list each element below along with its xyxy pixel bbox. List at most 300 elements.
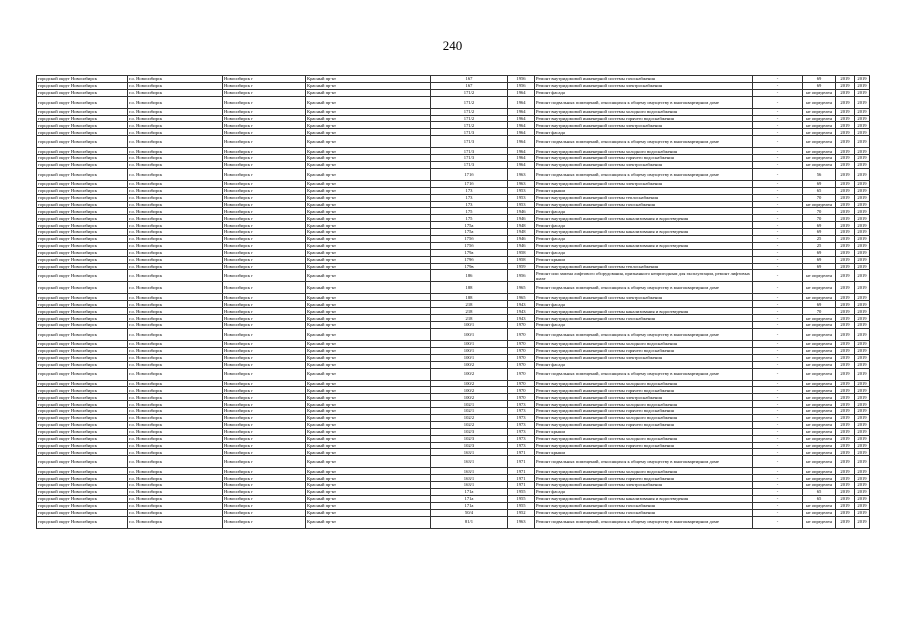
cell-reg-num: не определен <box>803 456 836 468</box>
cell-reg-num: 69 <box>803 263 836 270</box>
cell-locality: Новосибирск г <box>223 301 306 308</box>
cell-municipality: г.о. Новосибирск <box>128 414 223 421</box>
cell-dash: - <box>753 401 803 408</box>
cell-locality: Новосибирск г <box>223 89 306 96</box>
cell-reg-num: не определен <box>803 421 836 428</box>
cell-municipality: г.о. Новосибирск <box>128 96 223 108</box>
cell-street: Красный пр-кт <box>306 502 431 509</box>
cell-year-from: 2019 <box>836 194 855 201</box>
cell-municipality: г.о. Новосибирск <box>128 215 223 222</box>
table-row <box>37 456 870 468</box>
cell-street: Красный пр-кт <box>306 168 431 180</box>
table-row <box>37 408 870 415</box>
cell-work-type: Ремонт внутридомовой инженерной системы холодного водоснабжения <box>535 468 753 475</box>
cell-locality: Новосибирск г <box>223 96 306 108</box>
table-row <box>37 401 870 408</box>
cell-municipality: г.о. Новосибирск <box>128 340 223 347</box>
cell-year-to: 2019 <box>855 408 870 415</box>
cell-dash: - <box>753 488 803 495</box>
cell-district: городской округ Новосибирск <box>37 168 128 180</box>
cell-year: 1964 <box>508 162 535 169</box>
cell-house: 171/2 <box>431 96 508 108</box>
cell-municipality: г.о. Новосибирск <box>128 408 223 415</box>
cell-locality: Новосибирск г <box>223 215 306 222</box>
cell-work-type: Ремонт внутридомовой инженерной системы канализования и водоотведения <box>535 229 753 236</box>
cell-year: 1973 <box>508 414 535 421</box>
cell-reg-num: не определен <box>803 122 836 129</box>
cell-reg-num: 65 <box>803 495 836 502</box>
cell-work-type: Ремонт внутридомовой инженерной системы горячего водоснабжения <box>535 408 753 415</box>
cell-district: городской округ Новосибирск <box>37 96 128 108</box>
cell-locality: Новосибирск г <box>223 380 306 387</box>
cell-locality: Новосибирск г <box>223 449 306 456</box>
cell-year-to: 2019 <box>855 449 870 456</box>
cell-reg-num: не определен <box>803 89 836 96</box>
cell-year-to: 2019 <box>855 428 870 435</box>
cell-dash: - <box>753 89 803 96</box>
cell-year-from: 2019 <box>836 308 855 315</box>
cell-year: 1955 <box>508 495 535 502</box>
cell-street: Красный пр-кт <box>306 414 431 421</box>
cell-dash: - <box>753 136 803 148</box>
cell-dash: - <box>753 229 803 236</box>
cell-reg-num: 56 <box>803 168 836 180</box>
cell-dash: - <box>753 354 803 361</box>
cell-locality: Новосибирск г <box>223 82 306 89</box>
table-row <box>37 208 870 215</box>
cell-year-from: 2019 <box>836 76 855 83</box>
cell-reg-num: не определен <box>803 361 836 368</box>
cell-street: Красный пр-кт <box>306 201 431 208</box>
cell-district: городской округ Новосибирск <box>37 380 128 387</box>
table-row <box>37 421 870 428</box>
table-row <box>37 315 870 322</box>
cell-year-to: 2019 <box>855 89 870 96</box>
cell-street: Красный пр-кт <box>306 488 431 495</box>
cell-house: 171а <box>431 488 508 495</box>
cell-locality: Новосибирск г <box>223 414 306 421</box>
cell-dash: - <box>753 468 803 475</box>
cell-work-type: Ремонт внутридомовой инженерной системы газоснабжения <box>535 502 753 509</box>
cell-house: 102/1 <box>431 408 508 415</box>
cell-house: 171/2 <box>431 115 508 122</box>
cell-locality: Новосибирск г <box>223 315 306 322</box>
cell-house: 175а <box>431 229 508 236</box>
cell-dash: - <box>753 148 803 155</box>
table-row <box>37 282 870 294</box>
cell-locality: Новосибирск г <box>223 435 306 442</box>
cell-reg-num: не определен <box>803 502 836 509</box>
cell-district: городской округ Новосибирск <box>37 387 128 394</box>
cell-year-to: 2019 <box>855 249 870 256</box>
cell-work-type: Ремонт или замена лифтового оборудования, признанного непригодным для эксплуатации, ремонт лифтовых шахт <box>535 270 753 282</box>
cell-dash: - <box>753 76 803 83</box>
cell-reg-num: не определен <box>803 449 836 456</box>
cell-work-type: Ремонт внутридомовой инженерной системы канализования и водоотведения <box>535 242 753 249</box>
table-row <box>37 122 870 129</box>
cell-street: Красный пр-кт <box>306 155 431 162</box>
cell-year-from: 2019 <box>836 456 855 468</box>
cell-house: 171/2 <box>431 89 508 96</box>
cell-municipality: г.о. Новосибирск <box>128 509 223 516</box>
cell-district: городской округ Новосибирск <box>37 236 128 243</box>
cell-work-type: Ремонт внутридомовой инженерной системы горячего водоснабжения <box>535 387 753 394</box>
cell-reg-num: не определен <box>803 136 836 148</box>
cell-year-to: 2019 <box>855 129 870 136</box>
cell-year-to: 2019 <box>855 82 870 89</box>
cell-dash: - <box>753 201 803 208</box>
cell-reg-num: 70 <box>803 215 836 222</box>
cell-district: городской округ Новосибирск <box>37 368 128 380</box>
cell-dash: - <box>753 215 803 222</box>
cell-year-from: 2019 <box>836 468 855 475</box>
cell-dash: - <box>753 421 803 428</box>
cell-municipality: г.о. Новосибирск <box>128 249 223 256</box>
cell-reg-num: не определен <box>803 282 836 294</box>
cell-municipality: г.о. Новосибирск <box>128 236 223 243</box>
cell-reg-num: 69 <box>803 256 836 263</box>
cell-dash: - <box>753 456 803 468</box>
cell-work-type: Ремонт внутридомовой инженерной системы канализования и водоотведения <box>535 215 753 222</box>
cell-street: Красный пр-кт <box>306 249 431 256</box>
cell-work-type: Ремонт внутридомовой инженерной системы канализования и водоотведения <box>535 495 753 502</box>
cell-year: 1970 <box>508 361 535 368</box>
cell-year-from: 2019 <box>836 315 855 322</box>
table-row <box>37 222 870 229</box>
cell-reg-num: 69 <box>803 82 836 89</box>
cell-municipality: г.о. Новосибирск <box>128 347 223 354</box>
cell-year: 1955 <box>508 502 535 509</box>
table-row <box>37 129 870 136</box>
cell-year: 1943 <box>508 301 535 308</box>
cell-house: 173 <box>431 187 508 194</box>
cell-street: Красный пр-кт <box>306 435 431 442</box>
cell-work-type: Ремонт внутридомовой инженерной системы горячего водоснабжения <box>535 347 753 354</box>
cell-year-to: 2019 <box>855 122 870 129</box>
cell-reg-num: не определен <box>803 162 836 169</box>
cell-dash: - <box>753 122 803 129</box>
cell-work-type: Ремонт крыши <box>535 449 753 456</box>
cell-street: Красный пр-кт <box>306 294 431 301</box>
cell-house: 163/1 <box>431 449 508 456</box>
cell-year: 1948 <box>508 229 535 236</box>
cell-work-type: Ремонт внутридомовой инженерной системы горячего водоснабжения <box>535 421 753 428</box>
table-row <box>37 162 870 169</box>
cell-year-from: 2019 <box>836 115 855 122</box>
cell-dash: - <box>753 294 803 301</box>
cell-year-from: 2019 <box>836 96 855 108</box>
cell-year: 1964 <box>508 155 535 162</box>
cell-locality: Новосибирск г <box>223 136 306 148</box>
cell-year-from: 2019 <box>836 394 855 401</box>
cell-municipality: г.о. Новосибирск <box>128 256 223 263</box>
cell-year: 1963 <box>508 168 535 180</box>
cell-locality: Новосибирск г <box>223 495 306 502</box>
cell-year-from: 2019 <box>836 328 855 340</box>
cell-district: городской округ Новосибирск <box>37 155 128 162</box>
cell-district: городской округ Новосибирск <box>37 308 128 315</box>
cell-year-from: 2019 <box>836 449 855 456</box>
cell-house: 175 <box>431 208 508 215</box>
cell-municipality: г.о. Новосибирск <box>128 82 223 89</box>
cell-house: 175а <box>431 222 508 229</box>
cell-street: Красный пр-кт <box>306 428 431 435</box>
cell-year-to: 2019 <box>855 194 870 201</box>
cell-district: городской округ Новосибирск <box>37 449 128 456</box>
cell-house: 102/2 <box>431 414 508 421</box>
cell-year-to: 2019 <box>855 187 870 194</box>
cell-year: 1970 <box>508 368 535 380</box>
cell-year: 1971 <box>508 456 535 468</box>
cell-year-from: 2019 <box>836 168 855 180</box>
cell-locality: Новосибирск г <box>223 488 306 495</box>
cell-reg-num: 25 <box>803 242 836 249</box>
cell-street: Красный пр-кт <box>306 394 431 401</box>
cell-municipality: г.о. Новосибирск <box>128 208 223 215</box>
cell-locality: Новосибирск г <box>223 282 306 294</box>
cell-work-type: Ремонт крыши <box>535 256 753 263</box>
cell-locality: Новосибирск г <box>223 502 306 509</box>
cell-reg-num: 69 <box>803 76 836 83</box>
cell-municipality: г.о. Новосибирск <box>128 108 223 115</box>
cell-year-from: 2019 <box>836 256 855 263</box>
cell-street: Красный пр-кт <box>306 475 431 482</box>
cell-municipality: г.о. Новосибирск <box>128 242 223 249</box>
cell-year-from: 2019 <box>836 263 855 270</box>
cell-reg-num: не определен <box>803 475 836 482</box>
cell-work-type: Ремонт внутридомовой инженерной системы горячего водоснабжения <box>535 475 753 482</box>
cell-work-type: Ремонт внутридомовой инженерной системы электроснабжения <box>535 122 753 129</box>
cell-year-to: 2019 <box>855 162 870 169</box>
cell-locality: Новосибирск г <box>223 294 306 301</box>
cell-dash: - <box>753 502 803 509</box>
cell-dash: - <box>753 187 803 194</box>
table-row <box>37 428 870 435</box>
cell-work-type: Ремонт внутридомовой инженерной системы холодного водоснабжения <box>535 435 753 442</box>
cell-year: 1956 <box>508 270 535 282</box>
cell-work-type: Ремонт внутридомовой инженерной системы холодного водоснабжения <box>535 340 753 347</box>
cell-year-to: 2019 <box>855 256 870 263</box>
cell-municipality: г.о. Новосибирск <box>128 488 223 495</box>
cell-year-to: 2019 <box>855 394 870 401</box>
cell-year-from: 2019 <box>836 322 855 329</box>
cell-year-to: 2019 <box>855 148 870 155</box>
cell-dash: - <box>753 263 803 270</box>
cell-municipality: г.о. Новосибирск <box>128 201 223 208</box>
cell-year-from: 2019 <box>836 509 855 516</box>
cell-street: Красный пр-кт <box>306 401 431 408</box>
cell-house: 167 <box>431 76 508 83</box>
table-row <box>37 263 870 270</box>
cell-dash: - <box>753 328 803 340</box>
cell-year: 1964 <box>508 96 535 108</box>
cell-house: 179б <box>431 256 508 263</box>
cell-reg-num: не определен <box>803 354 836 361</box>
cell-house: 100/1 <box>431 328 508 340</box>
cell-reg-num: 70 <box>803 208 836 215</box>
cell-dash: - <box>753 82 803 89</box>
table-row <box>37 328 870 340</box>
cell-municipality: г.о. Новосибирск <box>128 76 223 83</box>
cell-street: Красный пр-кт <box>306 322 431 329</box>
cell-year-from: 2019 <box>836 242 855 249</box>
table-row <box>37 322 870 329</box>
cell-year: 1970 <box>508 328 535 340</box>
cell-year: 1973 <box>508 408 535 415</box>
cell-year-from: 2019 <box>836 180 855 187</box>
cell-reg-num: 65 <box>803 488 836 495</box>
cell-municipality: г.о. Новосибирск <box>128 428 223 435</box>
cell-house: 171б <box>431 168 508 180</box>
cell-year-to: 2019 <box>855 456 870 468</box>
cell-year-to: 2019 <box>855 442 870 449</box>
cell-locality: Новосибирск г <box>223 229 306 236</box>
table-row <box>37 168 870 180</box>
cell-year-from: 2019 <box>836 482 855 489</box>
cell-year-from: 2019 <box>836 435 855 442</box>
cell-locality: Новосибирск г <box>223 168 306 180</box>
cell-district: городской округ Новосибирск <box>37 301 128 308</box>
cell-house: 81/1 <box>431 516 508 528</box>
cell-house: 175б <box>431 236 508 243</box>
cell-year-from: 2019 <box>836 215 855 222</box>
cell-year: 1943 <box>508 308 535 315</box>
cell-year-to: 2019 <box>855 136 870 148</box>
cell-district: городской округ Новосибирск <box>37 129 128 136</box>
cell-street: Красный пр-кт <box>306 456 431 468</box>
cell-year-from: 2019 <box>836 82 855 89</box>
cell-district: городской округ Новосибирск <box>37 340 128 347</box>
cell-municipality: г.о. Новосибирск <box>128 194 223 201</box>
cell-dash: - <box>753 340 803 347</box>
cell-district: городской округ Новосибирск <box>37 148 128 155</box>
cell-municipality: г.о. Новосибирск <box>128 282 223 294</box>
table-row <box>37 108 870 115</box>
table-row <box>37 236 870 243</box>
cell-year: 1970 <box>508 322 535 329</box>
cell-year-from: 2019 <box>836 162 855 169</box>
cell-street: Красный пр-кт <box>306 115 431 122</box>
cell-year: 1964 <box>508 129 535 136</box>
cell-municipality: г.о. Новосибирск <box>128 115 223 122</box>
cell-municipality: г.о. Новосибирск <box>128 180 223 187</box>
cell-year-to: 2019 <box>855 401 870 408</box>
cell-district: городской округ Новосибирск <box>37 187 128 194</box>
cell-municipality: г.о. Новосибирск <box>128 468 223 475</box>
cell-municipality: г.о. Новосибирск <box>128 308 223 315</box>
cell-dash: - <box>753 442 803 449</box>
cell-municipality: г.о. Новосибирск <box>128 315 223 322</box>
cell-year-from: 2019 <box>836 502 855 509</box>
cell-locality: Новосибирск г <box>223 222 306 229</box>
cell-year-to: 2019 <box>855 347 870 354</box>
cell-year-to: 2019 <box>855 115 870 122</box>
cell-house: 163/1 <box>431 468 508 475</box>
cell-work-type: Ремонт внутридомовой инженерной системы холодного водоснабжения <box>535 380 753 387</box>
cell-work-type: Ремонт фасада <box>535 488 753 495</box>
cell-municipality: г.о. Новосибирск <box>128 301 223 308</box>
cell-municipality: г.о. Новосибирск <box>128 122 223 129</box>
cell-year-from: 2019 <box>836 347 855 354</box>
cell-locality: Новосибирск г <box>223 421 306 428</box>
cell-reg-num: не определен <box>803 468 836 475</box>
cell-year-from: 2019 <box>836 282 855 294</box>
cell-house: 102/3 <box>431 428 508 435</box>
cell-reg-num: не определен <box>803 509 836 516</box>
cell-year: 1953 <box>508 201 535 208</box>
table-row <box>37 468 870 475</box>
cell-year: 1971 <box>508 475 535 482</box>
cell-district: городской округ Новосибирск <box>37 442 128 449</box>
cell-street: Красный пр-кт <box>306 509 431 516</box>
cell-street: Красный пр-кт <box>306 408 431 415</box>
cell-dash: - <box>753 256 803 263</box>
cell-dash: - <box>753 449 803 456</box>
cell-street: Красный пр-кт <box>306 361 431 368</box>
table-row <box>37 294 870 301</box>
cell-street: Красный пр-кт <box>306 421 431 428</box>
cell-work-type: Ремонт внутридомовой инженерной системы электроснабжения <box>535 354 753 361</box>
cell-year-from: 2019 <box>836 187 855 194</box>
cell-dash: - <box>753 180 803 187</box>
table-row <box>37 229 870 236</box>
table-row <box>37 347 870 354</box>
cell-locality: Новосибирск г <box>223 270 306 282</box>
cell-street: Красный пр-кт <box>306 96 431 108</box>
cell-year-from: 2019 <box>836 122 855 129</box>
table-row <box>37 76 870 83</box>
cell-municipality: г.о. Новосибирск <box>128 328 223 340</box>
cell-work-type: Ремонт подвальных помещений, относящихся к общему имуществу в многоквартирном доме <box>535 168 753 180</box>
cell-dash: - <box>753 361 803 368</box>
cell-house: 175 <box>431 215 508 222</box>
cell-house: 171/3 <box>431 162 508 169</box>
cell-year-from: 2019 <box>836 229 855 236</box>
cell-year: 1964 <box>508 89 535 96</box>
cell-year-from: 2019 <box>836 421 855 428</box>
cell-reg-num: 69 <box>803 229 836 236</box>
cell-year: 1964 <box>508 115 535 122</box>
cell-street: Красный пр-кт <box>306 347 431 354</box>
cell-work-type: Ремонт фасада <box>535 301 753 308</box>
cell-year-to: 2019 <box>855 208 870 215</box>
cell-work-type: Ремонт внутридомовой инженерной системы холодного водоснабжения <box>535 108 753 115</box>
cell-work-type: Ремонт подвальных помещений, относящихся к общему имуществу в многоквартирном доме <box>535 136 753 148</box>
cell-municipality: г.о. Новосибирск <box>128 187 223 194</box>
cell-year-from: 2019 <box>836 442 855 449</box>
cell-dash: - <box>753 408 803 415</box>
cell-house: 100/1 <box>431 322 508 329</box>
cell-year-to: 2019 <box>855 108 870 115</box>
cell-year-to: 2019 <box>855 475 870 482</box>
cell-year-to: 2019 <box>855 168 870 180</box>
cell-house: 171/2 <box>431 122 508 129</box>
cell-district: городской округ Новосибирск <box>37 256 128 263</box>
cell-reg-num: не определен <box>803 408 836 415</box>
cell-dash: - <box>753 414 803 421</box>
cell-reg-num: не определен <box>803 347 836 354</box>
cell-year: 1970 <box>508 394 535 401</box>
cell-municipality: г.о. Новосибирск <box>128 136 223 148</box>
cell-municipality: г.о. Новосибирск <box>128 449 223 456</box>
cell-municipality: г.о. Новосибирск <box>128 502 223 509</box>
cell-street: Красный пр-кт <box>306 187 431 194</box>
cell-street: Красный пр-кт <box>306 242 431 249</box>
cell-reg-num: не определен <box>803 387 836 394</box>
cell-house: 102/3 <box>431 435 508 442</box>
cell-municipality: г.о. Новосибирск <box>128 435 223 442</box>
cell-district: городской округ Новосибирск <box>37 328 128 340</box>
